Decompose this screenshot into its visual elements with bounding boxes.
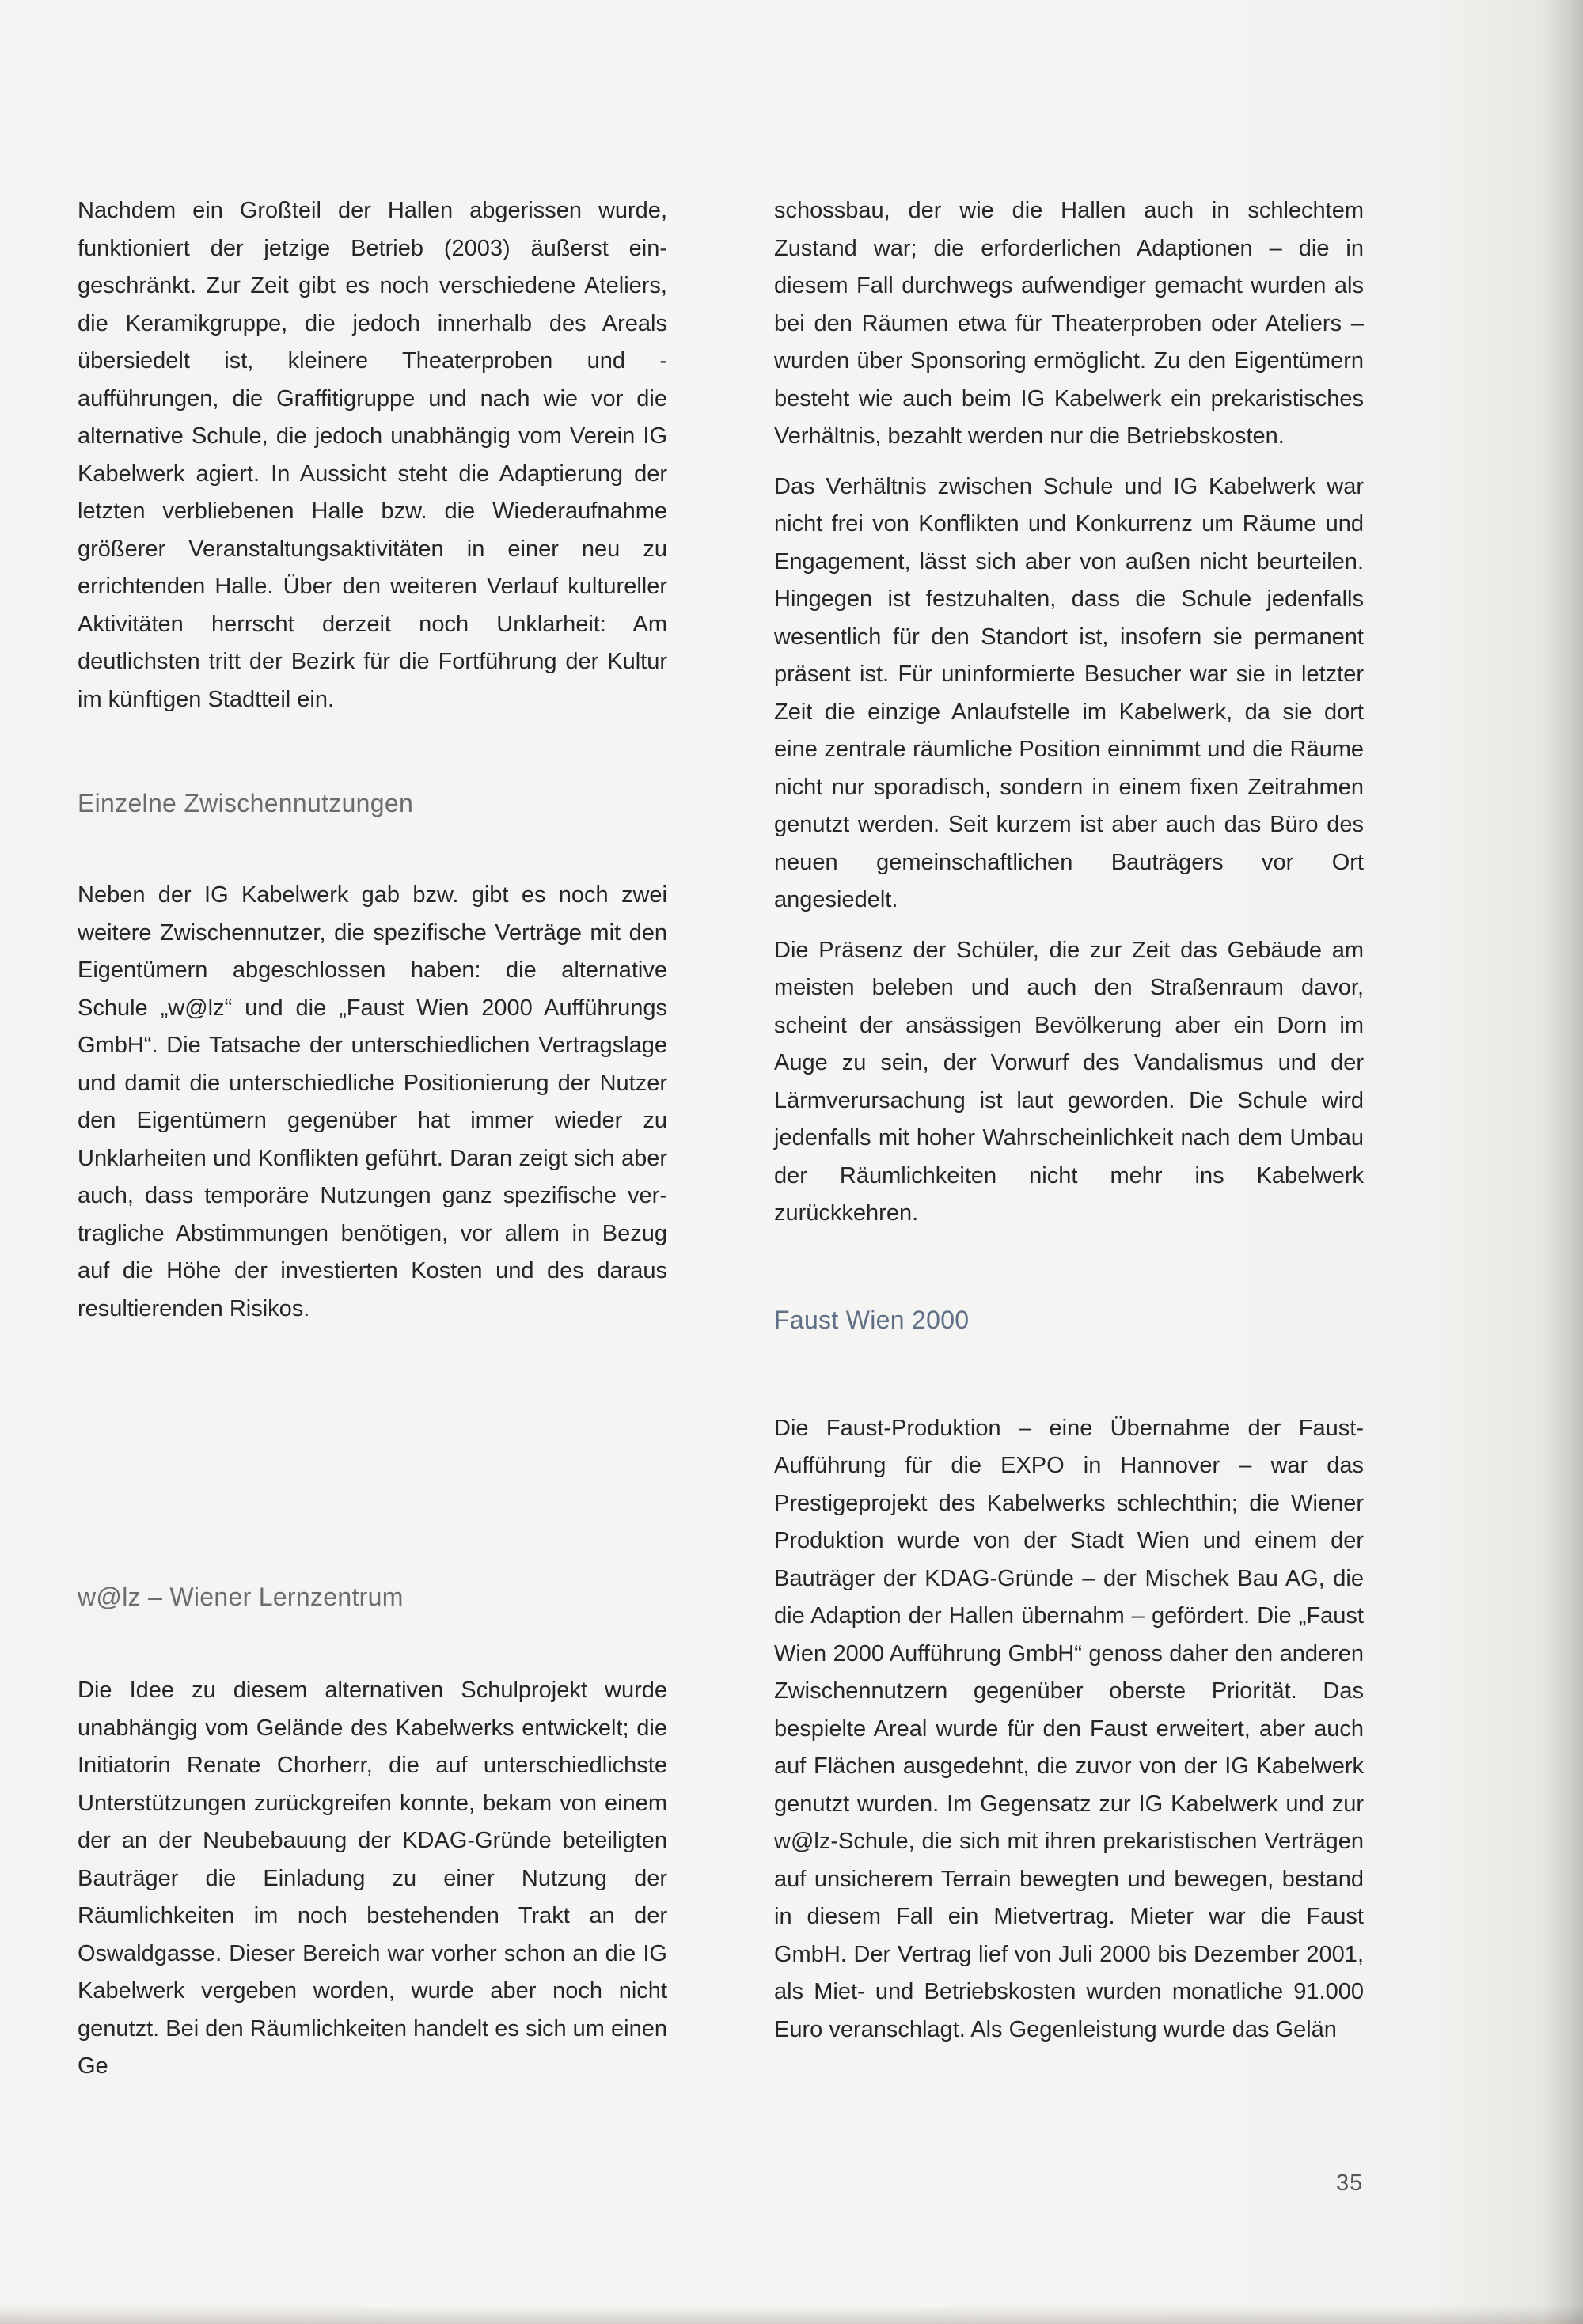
binding-shadow — [1545, 0, 1583, 2324]
paragraph-walz: Die Idee zu diesem alternativen Schulprojekt wurde unabhängig vom Gelände des Kabelwerks entwickelt; die Initiatorin Renate Chorherr, die auf unterschiedlichste Unterstützungen zurückgreifen konnte, bekam von einem der an der Neubebauung der KDAG-Gründe beteiligten Bauträger die Einladung zu einer Nutzung der Räumlichkeiten im noch bestehenden Trakt an der Oswaldgasse. Dieser Bereich war vorher schon an die IG Kabelwerk vergeben worden, wurde aber noch nicht genutzt. Bei den Räumlichkeiten handelt es sich um einen Ge — [78, 1678, 667, 2079]
page-number: 35 — [1336, 2170, 1364, 2196]
paragraph-verhaeltnis: Das Verhältnis zwischen Schule und IG Kabelwerk war nicht frei von Konflikten und Konkurrenz um Räume und Engagement, lässt sich aber von außen nicht beurteilen. Hingegen ist festzuhalten, dass die Schule jedenfalls wesentlich für den Standort ist, insofern sie permanent präsent ist. Für uninformierte Besucher war sie in letzter Zeit die einzige Anlaufstelle im Kabelwerk, da sie dort eine zentrale räumliche Position einnimmt und die Räume nicht nur sporadisch, sondern in einem fixen Zeitrahmen genutzt werden. Seit kurzem ist aber auch das Büro des neuen gemeinschaftlichen Bauträgers vor Ort angesiedelt. — [774, 473, 1364, 912]
paragraph-geschossbau: schossbau, der wie die Hallen auch in schlechtem Zustand war; die erforderlichen Adaptionen – die in diesem Fall durchwegs aufwendiger gemacht wurden als bei den Räumen etwa für Theaterproben oder Ateliers – wurden über Sponsoring ermöglicht. Zu den Eigentümern besteht wie auch beim IG Kabelwerk ein prekaristisches Verhältnis, bezahlt werden nur die Betriebskosten. — [774, 198, 1364, 449]
paragraph-zwischennutzer: Neben der IG Kabelwerk gab bzw. gibt es noch zwei weitere Zwischennutzer, die spezifische Verträge mit den Eigentümern abgeschlossen haben: die alternative Schule „w@lz“ und die „Faust Wien 2000 Aufführungs GmbH“. Die Tatsache der unterschiedlichen Vertragslage und damit die unterschiedliche Positionierung der Nutzer den Eigentümern gegenüber hat immer wieder zu Unklarheiten und Konflikten geführt. Daran zeigt sich aber auch, dass temporäre Nutzungen ganz spezifische vertragliche Abstimmungen benötigen, vor allem in Bezug auf die Höhe der investierten Kosten und des daraus resultierenden Risikos. — [78, 882, 667, 1321]
paragraph-faust: Die Faust-Produktion – eine Übernahme der Faust-Aufführung für die EXPO in Hannover – war das Prestigeprojekt des Kabelwerks schlechthin; die Wiener Produktion wurde von der Stadt Wien und einem der Bauträger der KDAG-Gründe – der Mischek Bau AG, die die Adaption der Hallen übernahm – gefördert. Die „Faust Wien 2000 Aufführung GmbH“ genoss daher den anderen Zwischennutzern gegenüber oberste Priorität. Das bespielte Areal wurde für den Faust erweitert, aber auch auf Flächen ausgedehnt, die zuvor von der IG Kabelwerk genutzt wurden. Im Gegensatz zur IG Kabelwerk und zur w@lz-Schule, die sich mit ihren prekaristischen Verträgen auf unsicherem Terrain bewegten und bewegen, bestand in diesem Fall ein Mietvertrag. Mieter war die Faust GmbH. Der Vertrag lief von Juli 2000 bis Dezember 2001, als Miet- und Betriebskosten wurden monatliche 91.000 Euro veranschlagt. Als Gegenleistung wurde das Gelän — [774, 1415, 1364, 2042]
paragraph-praesenz: Die Präsenz der Schüler, die zur Zeit das Gebäude am meisten beleben und auch den Straßenraum davor, scheint der ansässigen Bevölkerung aber ein Dorn im Auge zu sein, der Vorwurf des Vandalismus und der Lärmverursachung ist laut geworden. Die Schule wird jedenfalls mit hoher Wahrscheinlichkeit nach dem Umbau der Räumlichkeiten nicht mehr ins Kabelwerk zurückkehren. — [774, 937, 1364, 1226]
intro-paragraph: Nachdem ein Großteil der Hallen abgerissen wurde, funktioniert der jetzige Betrieb (2003) äußerst eingeschränkt. Zur Zeit gibt es noch verschiedene Ateliers, die Keramikgruppe, die jedoch innerhalb des Areals übersiedelt ist, kleinere Theaterproben und -aufführungen, die Graffitigruppe und nach wie vor die alternative Schule, die jedoch unabhängig vom Verein IG Kabelwerk agiert. In Aussicht steht die Adaptierung der letzten verbliebenen Halle bzw. die Wiederaufnahme größerer Veranstaltungsaktivitäten in einer neu zu errichtenden Halle. Über den weiteren Verlauf kultureller Aktivitäten herrscht derzeit noch Unklarheit: Am deutlichsten tritt der Bezirk für die Fortführung der Kultur im künftigen Stadtteil ein. — [78, 198, 667, 712]
heading-einzelne-zwischennutzungen: Einzelne Zwischennutzungen — [78, 789, 414, 817]
heading-walz: w@lz – Wiener Lernzentrum — [78, 1583, 404, 1611]
right-column — [774, 192, 1364, 2049]
page-bottom-edge — [0, 2305, 1583, 2324]
left-column — [78, 192, 667, 2086]
heading-faust-wien-2000: Faust Wien 2000 — [774, 1305, 970, 1334]
